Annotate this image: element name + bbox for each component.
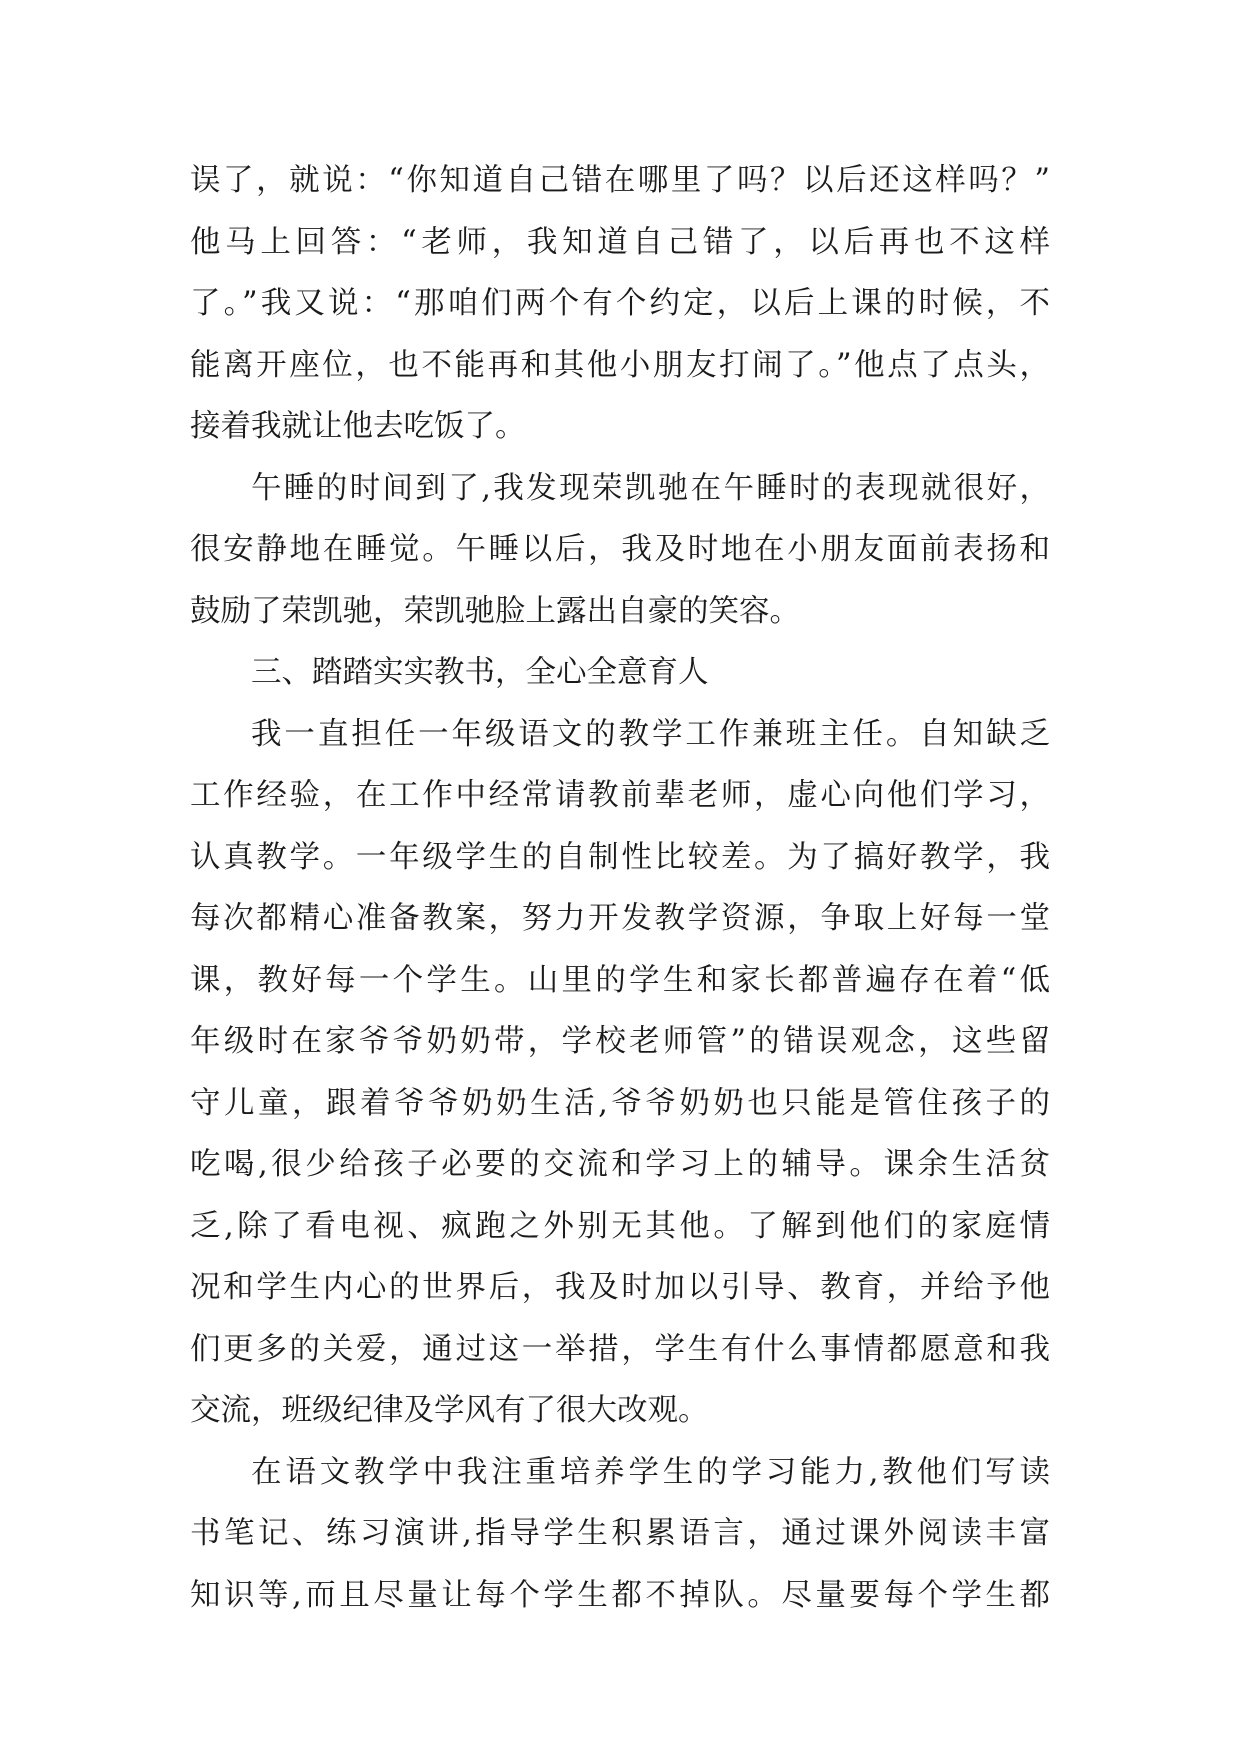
- paragraph-1-line-3: 了。”我又说：“那咱们两个有个约定，以后上课的时候，不: [190, 286, 1050, 321]
- paragraph-1-line-5: 接着我就让他去吃饭了。: [190, 409, 526, 444]
- paragraph-2-line-1: 午睡的时间到了,我发现荣凯驰在午睡时的表现就很好，: [251, 470, 1050, 506]
- paragraph-3-line-11: 们更多的关爱，通过这一举措，学生有什么事情都愿意和我: [190, 1331, 1050, 1367]
- paragraph-4-line-1: 在语文教学中我注重培养学生的学习能力,教他们写读: [251, 1454, 1050, 1490]
- paragraph-3-line-5: 课，教好每一个学生。山里的学生和家长都普遍存在着“低: [190, 962, 1050, 998]
- paragraph-3-line-9: 乏,除了看电视、疯跑之外别无其他。了解到他们的家庭情: [190, 1208, 1050, 1244]
- paragraph-1-line-2: 他马上回答：“老师，我知道自己错了，以后再也不这样: [190, 224, 1050, 260]
- paragraph-3-line-1: 我一直担任一年级语文的教学工作兼班主任。自知缺乏: [251, 716, 1050, 752]
- paragraph-3-line-3: 认真教学。一年级学生的自制性比较差。为了搞好教学，我: [190, 839, 1050, 875]
- paragraph-4-line-3: 知识等,而且尽量让每个学生都不掉队。尽量要每个学生都: [190, 1577, 1050, 1613]
- paragraph-3-line-10: 况和学生内心的世界后，我及时加以引导、教育，并给予他: [190, 1270, 1050, 1305]
- paragraph-3-line-7: 守儿童，跟着爷爷奶奶生活,爷爷奶奶也只能是管住孩子的: [190, 1085, 1050, 1121]
- paragraph-3-line-12: 交流，班级纪律及学风有了很大改观。: [190, 1393, 709, 1428]
- paragraph-3-line-6: 年级时在家爷爷奶奶带，学校老师管”的错误观念，这些留: [190, 1024, 1050, 1059]
- paragraph-3-line-2: 工作经验，在工作中经常请教前辈老师，虚心向他们学习，: [190, 778, 1050, 813]
- paragraph-1-line-1: 误了，就说：“你知道自己错在哪里了吗？以后还这样吗？”: [190, 163, 1050, 198]
- paragraph-3-line-8: 吃喝,很少给孩子必要的交流和学习上的辅导。课余生活贫: [190, 1147, 1050, 1182]
- section-heading-3: 三、踏踏实实教书，全心全意育人: [251, 655, 709, 690]
- body-text: [190, 150, 1050, 1626]
- paragraph-3-line-4: 每次都精心准备教案，努力开发教学资源，争取上好每一堂: [190, 901, 1050, 936]
- paragraph-2-line-2: 很安静地在睡觉。午睡以后，我及时地在小朋友面前表扬和: [190, 532, 1050, 567]
- paragraph-2-line-3: 鼓励了荣凯驰，荣凯驰脸上露出自豪的笑容。: [190, 593, 800, 629]
- paragraph-1-line-4: 能离开座位，也不能再和其他小朋友打闹了。”他点了点头，: [190, 347, 1050, 383]
- paragraph-4-line-2: 书笔记、练习演讲,指导学生积累语言，通过课外阅读丰富: [190, 1516, 1050, 1551]
